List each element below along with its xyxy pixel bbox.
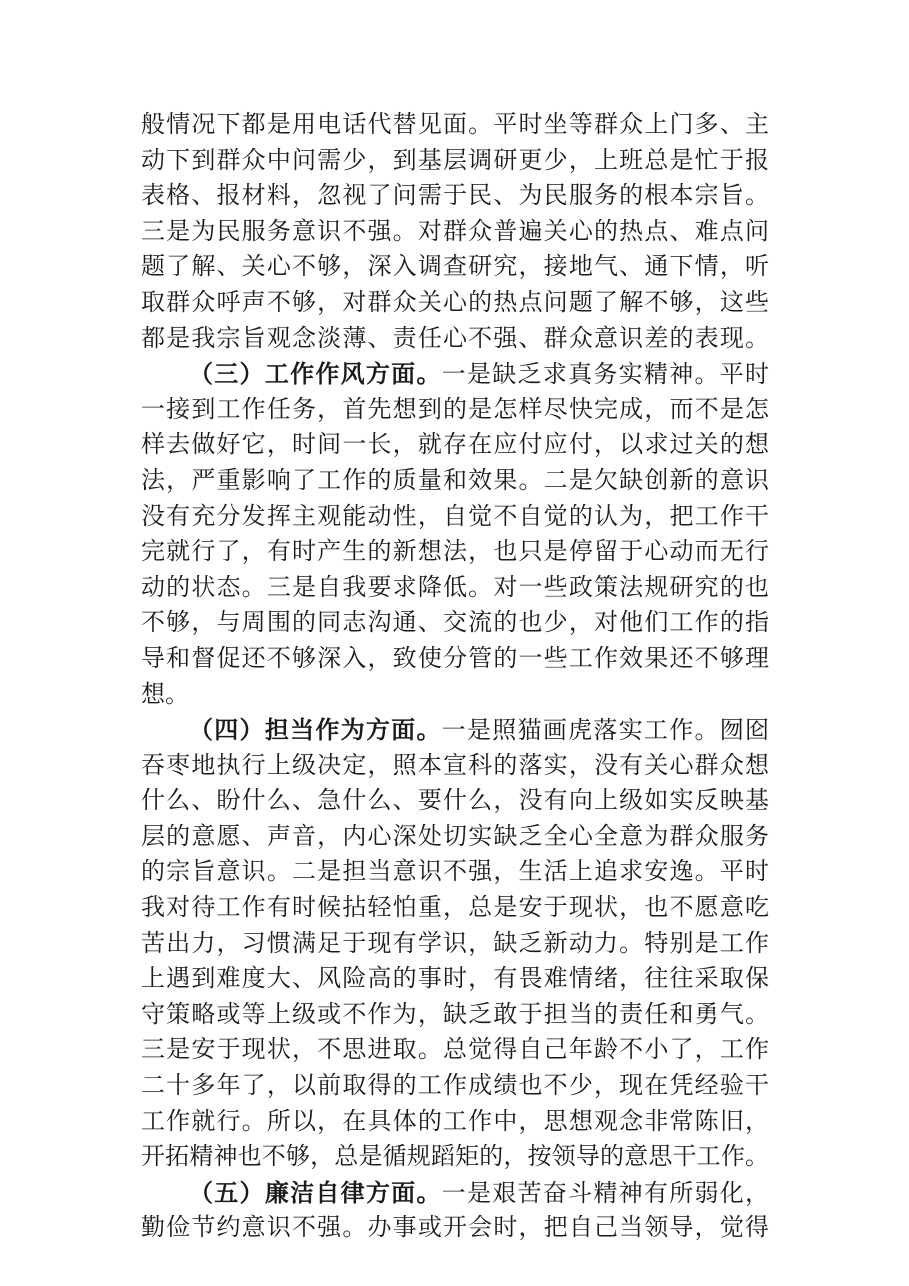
section-heading: （三）工作作风方面。 [189,359,442,389]
line-text: 表格、报材料，忽视了问需于民、为民服务的根本宗旨。 [141,181,769,210]
line-text: 取群众呼声不够，对群众关心的热点问题了解不够，这些 [141,287,769,316]
line-text: 吞枣地执行上级决定，照本宣科的落实，没有关心群众想 [141,750,769,779]
line-text: 的宗旨意识。二是担当意识不强，生活上追求安逸。平时 [141,857,769,886]
text-line [141,463,769,499]
text-line [141,178,769,214]
line-text: 我对待工作有时候拈轻怕重，总是安于现状，也不愿意吃 [141,893,769,922]
line-text: 什么、盼什么、急什么、要什么，没有向上级如实反映基 [141,786,769,815]
text-line [141,285,769,321]
text-line [141,534,769,570]
line-text: 三是安于现状，不思进取。总觉得自己年龄不小了，工作 [141,1035,769,1064]
line-text: 守策略或等上级或不作为，缺乏敢于担当的责任和勇气。 [141,999,769,1028]
section-heading-line [141,1175,769,1211]
section-heading-line [141,356,769,392]
line-text: 开拓精神也不够，总是循规蹈矩的，按领导的意思干工作。 [141,1142,769,1171]
text-line [141,748,769,784]
text-line [141,499,769,535]
text-line [141,1210,769,1246]
text-line [141,107,769,143]
line-text: 上遇到难度大、风险高的事时，有畏难情绪，往往采取保 [141,964,769,993]
document-body-text [141,107,769,1246]
line-text: 动的状态。三是自我要求降低。对一些政策法规研究的也 [141,572,769,601]
text-line [141,997,769,1033]
section-heading: （四）担当作为方面。 [189,715,442,745]
text-line [141,1139,769,1175]
line-text: 想。 [141,679,189,708]
text-line [141,854,769,890]
line-text: 工作就行。所以，在具体的工作中，思想观念非常陈旧， [141,1106,769,1135]
text-line [141,961,769,997]
text-line [141,926,769,962]
line-text: 没有充分发挥主观能动性，自觉不自觉的认为，把工作干 [141,501,769,530]
line-text: 法，严重影响了工作的质量和效果。二是欠缺创新的意识 [141,465,769,494]
line-text: 完就行了，有时产生的新想法，也只是停留于心动而无行 [141,537,769,566]
line-text: 导和督促还不够深入，致使分管的一些工作效果还不够理 [141,643,769,672]
line-text: 般情况下都是用电话代替见面。平时坐等群众上门多、主 [141,110,769,138]
text-line [141,1068,769,1104]
text-line [141,890,769,926]
line-text: 苦出力，习惯满足于现有学识，缺乏新动力。特别是工作 [141,928,769,957]
line-text: 一是缺乏求真务实精神。平时 [441,360,770,389]
text-line [141,321,769,357]
line-text: 样去做好它，时间一长，就存在应付应付，以求过关的想 [141,430,769,459]
text-line [141,819,769,855]
text-line [141,249,769,285]
line-text: 不够，与周围的同志沟通、交流的也少，对他们工作的指 [141,608,769,637]
text-line [141,641,769,677]
line-text: 一是艰苦奋斗精神有所弱化， [441,1178,770,1207]
text-line [141,570,769,606]
line-text: 三是为民服务意识不强。对群众普遍关心的热点、难点问 [141,216,769,245]
line-text: 动下到群众中问需少，到基层调研更少，上班总是忙于报 [141,145,769,174]
line-text: 一接到工作任务，首先想到的是怎样尽快完成，而不是怎 [141,394,769,423]
line-text: 题了解、关心不够，深入调查研究，接地气、通下情，听 [141,252,769,281]
line-text: 层的意愿、声音，内心深处切实缺乏全心全意为群众服务 [141,821,769,850]
section-heading-line [141,712,769,748]
text-line [141,677,769,713]
text-line [141,1104,769,1140]
line-text: 二十多年了，以前取得的工作成绩也不少，现在凭经验干 [141,1071,769,1100]
text-line [141,1032,769,1068]
line-text: 都是我宗旨观念淡薄、责任心不强、群众意识差的表现。 [141,323,769,352]
text-line [141,605,769,641]
line-text: 勤俭节约意识不强。办事或开会时，把自己当领导，觉得 [141,1213,769,1242]
text-line [141,214,769,250]
section-heading: （五）廉洁自律方面。 [189,1177,442,1207]
text-line [141,783,769,819]
line-text: 一是照猫画虎落实工作。囫囵 [441,716,770,745]
text-line [141,427,769,463]
text-line [141,143,769,179]
text-line [141,392,769,428]
